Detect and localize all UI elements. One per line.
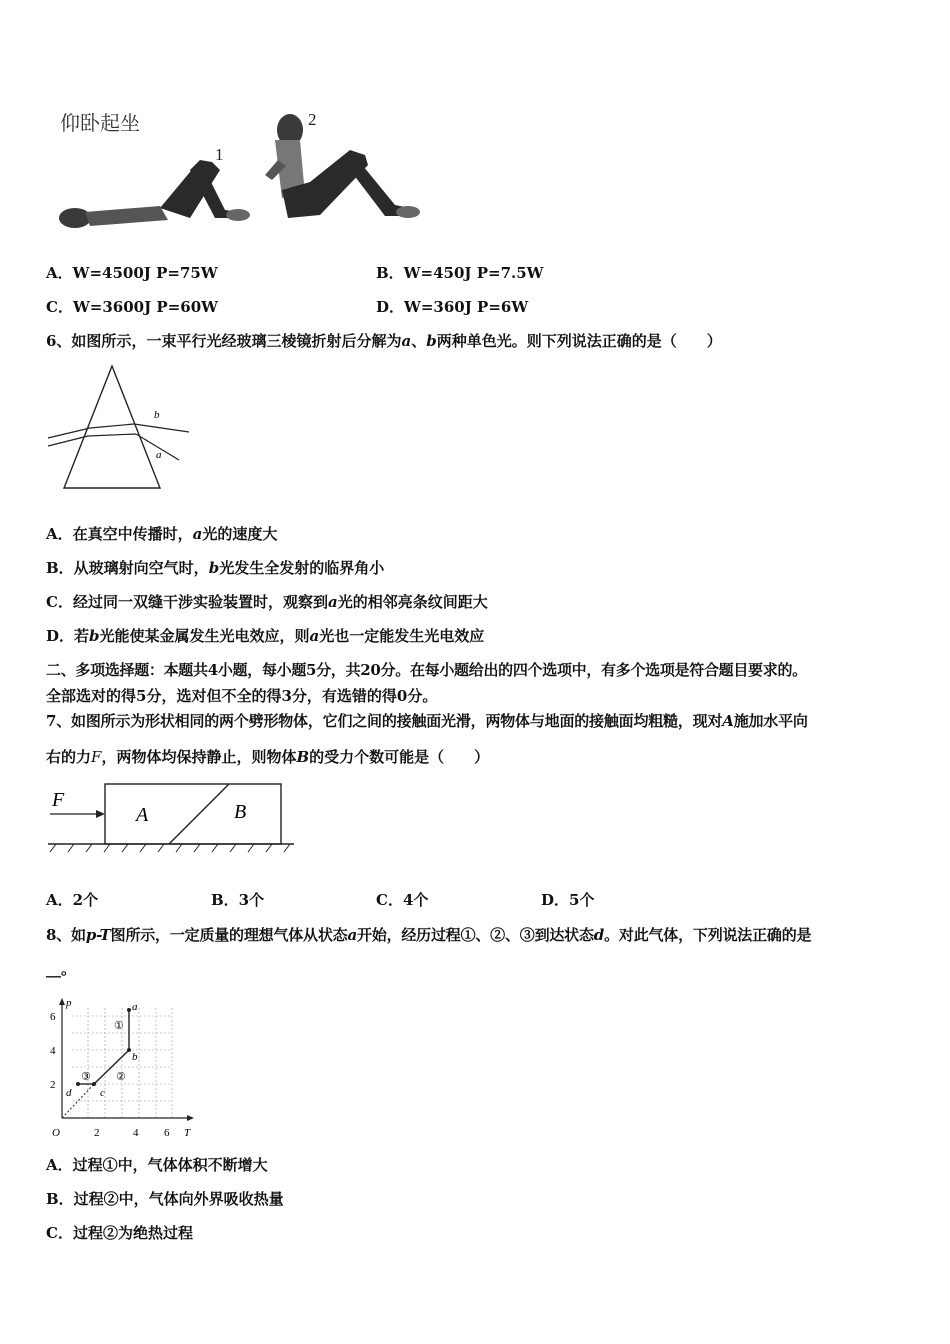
wedge-figure <box>44 778 300 860</box>
q7-option-b[interactable]: B．3个 <box>211 891 265 909</box>
pt-ytick-4: 4 <box>50 1045 56 1057</box>
pt-graph <box>44 996 204 1144</box>
situp-caption: 仰卧起坐 <box>60 113 140 135</box>
pt-label-proc3: ③ <box>81 1071 91 1083</box>
q8-option-b[interactable]: B．过程②中，气体向外界吸收热量 <box>46 1190 284 1208</box>
q7-option-c[interactable]: C．4个 <box>376 891 429 909</box>
pt-origin: O <box>52 1127 60 1139</box>
q5-option-c[interactable]: C．W=3600J P=60W <box>46 298 218 316</box>
prism-label-b: b <box>154 409 160 421</box>
situp-label-1: 1 <box>215 145 224 164</box>
q7-option-a[interactable]: A．2个 <box>46 891 99 909</box>
q5-option-a[interactable]: A．W=4500J P=75W <box>46 264 218 282</box>
pt-xtick-2: 2 <box>94 1127 100 1139</box>
prism-figure <box>44 358 194 493</box>
pt-xtick-6: 6 <box>164 1127 170 1139</box>
section2-heading-line2: 全部选对的得5分，选对但不全的得3分，有选错的得0分。 <box>46 687 438 705</box>
q6-var-a: a <box>401 332 412 350</box>
q6-var-b: b <box>426 332 437 350</box>
pt-point-a: a <box>132 1001 138 1013</box>
section2-heading-line1: 二、多项选择题：本题共4小题，每小题5分，共20分。在每小题给出的四个选项中，有多个选项是符合题目要求的。 <box>46 661 807 679</box>
q7-stem-line2: 右的力F，两物体均保持静止，则物体B的受力个数可能是（ ） <box>46 748 490 766</box>
wedge-label-f: F <box>52 789 65 811</box>
pt-axis-p: p <box>66 997 72 1009</box>
q6-option-b[interactable]: B．从玻璃射向空气时，b光发生全发射的临界角小 <box>46 559 385 577</box>
q6-stem <box>46 330 722 351</box>
q8-stem-blank: __。 <box>46 960 77 978</box>
pt-label-proc1: ① <box>114 1020 124 1032</box>
pt-xtick-4: 4 <box>133 1127 139 1139</box>
pt-point-c: c <box>100 1087 105 1099</box>
q6-stem-prefix: 6、如图所示，一束平行光经玻璃三棱镜折射后分解为 <box>46 332 402 350</box>
situp-figure <box>50 100 440 245</box>
q8-stem: 8、如p-T图所示，一定质量的理想气体从状态a开始，经历过程①、②、③到达状态d。对此气体，下列说法正确的是 <box>46 926 812 944</box>
q7-stem-line1: 7、如图所示为形状相同的两个劈形物体，它们之间的接触面光滑，两物体与地面的接触面均粗糙，现对A施加水平向 <box>46 712 808 730</box>
pt-axis-t: T <box>184 1127 191 1139</box>
q5-option-d[interactable]: D．W=360J P=6W <box>376 298 529 316</box>
pt-point-d: d <box>66 1087 72 1099</box>
pt-point-b: b <box>132 1051 138 1063</box>
pt-ytick-2: 2 <box>50 1079 56 1091</box>
wedge-label-a: A <box>136 804 149 826</box>
q5-option-b[interactable]: B．W=450J P=7.5W <box>376 264 544 282</box>
q6-option-a[interactable]: A．在真空中传播时，a光的速度大 <box>46 525 278 543</box>
q6-option-d[interactable]: D．若b光能使某金属发生光电效应，则a光也一定能发生光电效应 <box>46 627 485 645</box>
q6-sep: 、 <box>411 332 427 350</box>
situp-label-2: 2 <box>308 110 317 129</box>
q6-option-c[interactable]: C．经过同一双缝干涉实验装置时，观察到a光的相邻亮条纹间距大 <box>46 593 488 611</box>
pt-label-proc2: ② <box>116 1071 126 1083</box>
q8-option-a[interactable]: A．过程①中，气体体积不断增大 <box>46 1156 268 1174</box>
pt-ytick-6: 6 <box>50 1011 56 1023</box>
q7-option-d[interactable]: D．5个 <box>541 891 595 909</box>
q8-option-c[interactable]: C．过程②为绝热过程 <box>46 1224 193 1242</box>
q6-stem-suffix: 两种单色光。则下列说法正确的是（ ） <box>436 332 722 350</box>
wedge-label-b: B <box>234 801 247 823</box>
prism-label-a: a <box>156 449 162 461</box>
